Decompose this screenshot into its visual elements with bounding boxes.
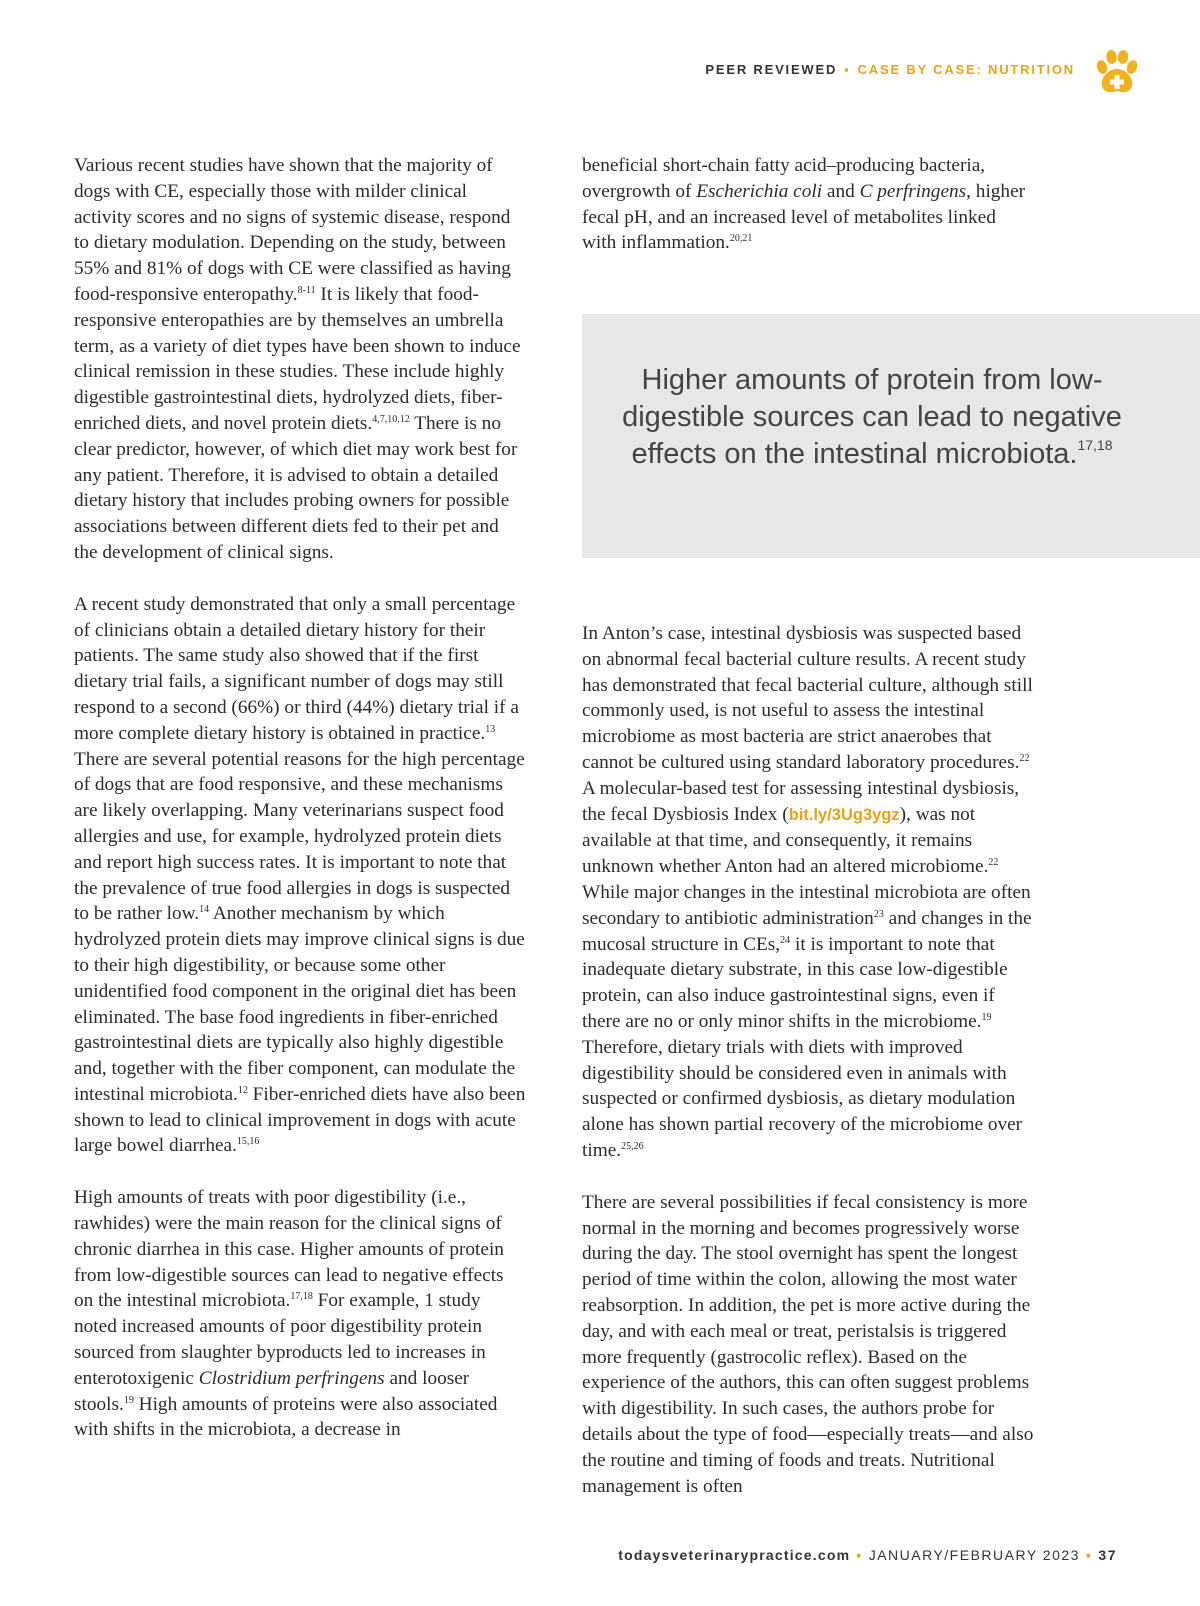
citation: 14 [199,904,210,916]
paragraph: beneficial short-chain fatty acid–producing bacteria, overgrowth of Escherichia coli and C perfringens, higher fecal pH, and an increased level of metabolites linked with inflammation.$^{20,21}$ [582,155,1026,254]
issue-date: JANUARY/FEBRUARY 2023 [868,1547,1080,1563]
citation: 17,18 [290,1291,313,1303]
website-label: todaysveterinarypractice.com [618,1547,851,1563]
right-column-top [582,153,1034,256]
pull-quote [582,314,1200,558]
dysbiosis-index-link[interactable]: bit.ly/3Ug3ygz [788,805,900,824]
citation: 13 [485,723,496,735]
citation: 25,26 [621,1140,644,1152]
citation: 8-11 [297,284,316,296]
footer-separator: ▪ [1085,1547,1093,1563]
citation: 4,7,10,12 [372,413,410,425]
peer-reviewed-label: PEER REVIEWED [705,62,838,77]
paragraph: A recent study demonstrated that only a small percentage of clinicians obtain a detailed dietary history for their patients. The same study also showed that if the first dietary trial fails, a significant number of dogs may still respond to a second (66%) or third (44%) dietary trial if a more complete dietary history is obtained in practice.$^{13}$ There are several potential reasons for the high percentage of dogs that are food responsive, and these mechanisms are likely overlapping. Many veterinarians suspect food allergies and use, for example, hydrolyzed protein diets and report high success rates. It is important to note that the prevalence of true food allergies in dogs is suspected to be rather low.$^{14}$ Another mechanism by which hydrolyzed protein diets may improve clinical signs is due to their high digestibility, or because some other unidentified food component in the original diet has been eliminated. The base food ingredients in fiber-enriched gastrointestinal diets are typically also highly digestible and, together with the fiber component, can modulate the intestinal microbiota.$^{12}$ Fiber-enriched diets have also been shown to lead to clinical improvement in dogs with acute large bowel diarrhea.$^{15,16}$ [74,593,526,1157]
section-label: CASE BY CASE: NUTRITION [857,62,1075,77]
citation: 15,16 [236,1136,260,1148]
paragraph: Various recent studies have shown that the majority of dogs with CE, especially those with milder clinical activity scores and no signs of systemic disease, respond to dietary modulation. Depending on the study, between 55% and 81% of dogs with CE were classified as having food-responsive enteropathy.$^{8-11}$ It is likely that food-responsive enteropathies are by themselves an umbrella term, as a variety of diet types have been shown to induce clinical remission in these studies. These include highly digestible gastrointestinal diets, hydrolyzed diets, fiber-enriched diets, and novel protein diets.$^{4,7,10,12}$ There is no clear predictor, however, of which diet may work best for any patient. Therefore, it is advised to obtain a detailed dietary history that includes probing owners for possible associations between different diets fed to their pet and the development of clinical signs. [74,155,521,563]
paragraph: In Anton’s case, intestinal dysbiosis was suspected based on abnormal fecal bacterial culture results. A recent study has demonstrated that fecal bacterial culture, although still commonly used, is not useful to assess the intestinal microbiome as most bacteria are strict anaerobes that cannot be cultured using standard laboratory procedures.$^{22}$ A molecular-based test for assessing intestinal dysbiosis, the fecal Dysbiosis Index (bit.ly/3Ug3ygz), was not available at that time, and consequently, it remains unknown whether Anton had an altered microbiome.$^{22}$ While major changes in the intestinal microbiota are often secondary to antibiotic administration$^{23}$ and changes in the mucosal structure in CEs,$^{24}$ it is important to note that inadequate dietary substrate, in this case low-digestible protein, can also induce gastrointestinal signs, even if there are no or only minor shifts in the microbiome.$^{19}$ Therefore, dietary trials with diets with improved digestibility should be considered even in animals with suspected or confirmed dysbiosis, as dietary modulation alone has shown partial recovery of the microbiome over time.$^{25,26}$ [582,623,1033,1161]
pull-quote-text: Higher amounts of protein from low-digestible sources can lead to negative effects on the intestinal microbiota.$^{17,18}$ [622,364,1122,470]
page-number: 37 [1098,1547,1117,1563]
citation: 23 [873,908,884,920]
left-column [74,153,526,1443]
citation: 22 [1019,752,1030,764]
page-footer [618,1547,1117,1563]
paragraph: There are several possibilities if fecal consistency is more normal in the morning and becomes progressively worse during the day. The stool overnight has spent the longest period of time within the colon, allowing the most water reabsorption. In addition, the pet is more active during the day, and with each meal or treat, peristalsis is triggered more frequently (gastrocolic reflex). Based on the experience of the authors, this can often suggest problems with digestibility. In such cases, the authors probe for details about the type of food—especially treats—and also the routine and timing of foods and treats. Nutritional management is often [582,1191,1034,1497]
citation: 24 [780,934,791,946]
paw-plus-icon [1092,48,1142,98]
citation: 12 [237,1084,248,1096]
citation: 20,21 [729,233,753,245]
running-header [705,62,1075,77]
citation: 22 [988,857,999,869]
right-column [582,621,1034,1499]
citation: 19 [981,1011,992,1023]
citation: 17,18 [1077,437,1113,453]
paragraph: High amounts of treats with poor digestibility (i.e., rawhides) were the main reason for the clinical signs of chronic diarrhea in this case. Higher amounts of protein from low-digestible sources can lead to negative effects on the intestinal microbiota.$^{17,18}$ For example, 1 study noted increased amounts of poor digestibility protein sourced from slaughter byproducts led to increases in enterotoxigenic Clostridium perfringens and looser stools.$^{19}$ High amounts of proteins were also associated with shifts in the microbiota, a decrease in [74,1187,504,1441]
footer-separator: ▪ [856,1547,863,1563]
header-separator: ▪ [844,62,851,77]
citation: 19 [123,1394,134,1406]
